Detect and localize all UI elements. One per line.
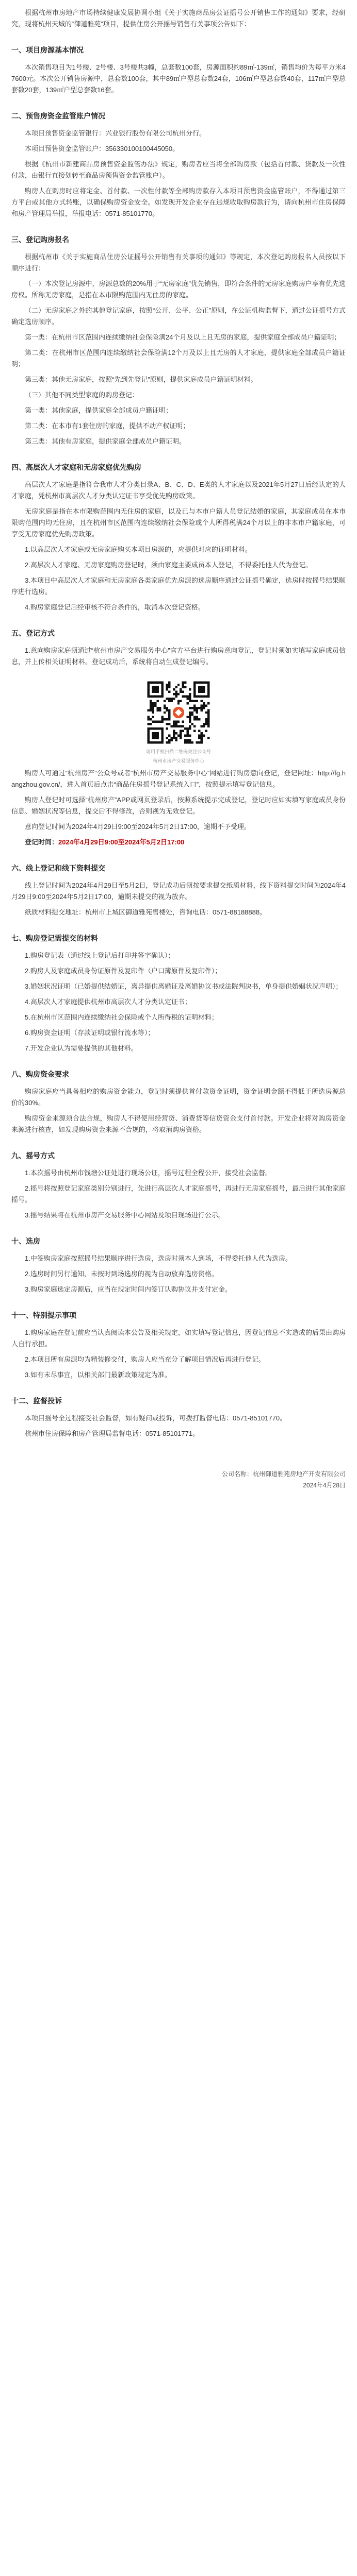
section-paragraph: 3.摇号结果将在杭州市房产交易服务中心网站及项目现场进行公示。 — [25, 1211, 225, 1219]
section-paragraph: 线上登记时间为2024年4月29日至5月2日，登记成功后须按要求提交纸质材料，线下资料提交时间为2024年4月29日9:00至2024年5月2日17:00，逾期未提交的视为放弃。 — [11, 882, 346, 901]
after-qr-paragraph: 意向登记时间为2024年4月29日9:00至2024年5月2日17:00，逾期不予受理。 — [25, 823, 251, 831]
section-title: 四、高层次人才家庭和无房家庭优先购房 — [11, 463, 141, 471]
qr-caption-org: 杭州市房产交易服务中心 — [153, 758, 204, 764]
footer-company: 公司名称：杭州御道雅苑房地产开发有限公司 — [221, 1470, 346, 1478]
section-paragraph: 购房资金来源须合法合规，购房人不得使用经营贷、消费贷等信贷资金支付首付款。开发企业将对购房资金来源进行核查，如发现购房资金来源不合规的，将取消购房资格。 — [11, 1114, 346, 1133]
intro-paragraph: 根据杭州市房地产市场持续健康发展协调小组《关于实施商品房公证摇号公开销售工作的通知》要求，经研究，现将杭州天城的“御道雅苑”项目，提供住房公开摇号销售有关事项公告如下： — [11, 9, 346, 28]
section-title: 十、选房 — [11, 1237, 40, 1245]
section-paragraph: 高层次人才家庭是指符合我市人才分类目录A、B、C、D、E类的人才家庭以及2021年5月27日后经认定的人才家庭，凭杭州市高层次人才分类认定证书享受优先购房政策。 — [11, 481, 346, 500]
section-title: 三、登记购房报名 — [11, 235, 69, 244]
section-title: 二、预售房资金监管账户情况 — [11, 112, 105, 120]
section-paragraph: 本项目摇号全过程接受社会监督，如有疑问或投诉，可拨打监督电话：0571-85101770。 — [25, 1414, 287, 1422]
section-paragraph: 购房家庭应当具备相应的购房资金能力，登记时须提供首付款资金证明，资金证明金额不得低于所选房源总价的30%。 — [11, 1088, 346, 1107]
section-paragraph: 3.本项目中高层次人才家庭和无房家庭各类家庭优先房源的选房顺序通过公证摇号确定，选房时按摇号结果顺序进行选房。 — [11, 577, 346, 596]
section-paragraph: 第二类：在本市有1套住房的家庭，提供不动产权证明； — [25, 422, 190, 430]
section-title: 五、登记方式 — [11, 629, 55, 637]
section-title: 十一、特别提示事项 — [11, 1311, 76, 1319]
section-paragraph: 第三类：其他有房家庭，提供家庭全部成员户籍证明。 — [25, 437, 186, 445]
section-paragraph: 杭州市住房保障和房产管理局监督电话：0571-85101771。 — [25, 1430, 200, 1437]
section-paragraph: 纸质材料提交地址：杭州市上城区御道雅苑售楼处，咨询电话：0571-88188888。 — [25, 908, 267, 916]
section-paragraph: 2.选房时间另行通知，未按时到场选房的视为自动放弃选房资格。 — [25, 1270, 218, 1278]
qr-code-icon[interactable] — [145, 679, 212, 746]
section-paragraph: 本项目预售资金监管银行：兴业银行股份有限公司杭州分行。 — [25, 129, 206, 137]
section-paragraph: 1.购房家庭在登记前应当认真阅读本公告及相关规定，如实填写登记信息，因登记信息不实造成的后果由购房人自行承担。 — [11, 1329, 346, 1348]
section-paragraph: 3.婚姻状况证明（已婚提供结婚证，离异提供离婚证及离婚协议书或法院判决书，单身提供婚姻状况声明）； — [25, 982, 343, 990]
sections-group-2 — [11, 862, 346, 1439]
section-paragraph: 5.在杭州市区范围内连续缴纳社会保险或个人所得税的证明材料； — [25, 1013, 218, 1021]
section-paragraph: 第一类：在杭州市区范围内连续缴纳社会保险满24个月及以上且无房的家庭，提供家庭全部成员户籍证明； — [25, 333, 341, 341]
section-paragraph: 3.购房家庭选定房源后，应当在规定时间内签订认购协议并支付定金。 — [25, 1285, 232, 1293]
section-paragraph: 4.高层次人才家庭提供杭州市高层次人才分类认定证书； — [25, 998, 191, 1006]
after-qr-paragraphs — [11, 768, 346, 833]
registration-time-label: 登记时间： — [25, 838, 59, 846]
section-paragraph: 4.购房家庭登记后经审核不符合条件的，取消本次登记资格。 — [25, 603, 205, 611]
section-paragraph: （三）其他不同类型家庭的购房登记： — [25, 391, 139, 399]
section-paragraph: 3.如有未尽事宜，以相关部门最新政策规定为准。 — [25, 1371, 171, 1379]
section-paragraph: （二）无房家庭之外的其他登记家庭，按照“公开、公平、公正”原则，在公证机构监督下，通过公证摇号方式确定选房顺序。 — [11, 307, 346, 326]
section-paragraph: 1.意向购房家庭须通过“杭州市房产交易服务中心”官方平台进行购房意向登记，登记时须如实填写家庭成员信息，并上传相关证明材料。登记成功后，系统将自动生成登记编号。 — [11, 647, 346, 666]
section-paragraph: 第二类：在杭州市区范围内连续缴纳社会保险满12个月及以上且无房的人才家庭，提供家庭全部成员户籍证明； — [11, 349, 346, 368]
registration-time — [11, 837, 346, 848]
section-paragraph: 根据杭州市《关于实施商品住房公证摇号公开销售有关事项的通知》等规定，本次登记购房报名人员按以下顺序进行： — [11, 253, 346, 272]
section-title: 十二、监督投诉 — [11, 1397, 62, 1405]
footer — [11, 1468, 346, 1491]
section-paragraph: 第一类：其他家庭，提供家庭全部成员户籍证明； — [25, 406, 173, 414]
section-title: 八、购房资金要求 — [11, 1070, 69, 1078]
section-paragraph: 本项目预售资金监管账户：356330100100445050。 — [25, 145, 180, 152]
section-paragraph: 根据《杭州市新建商品房预售资金监管办法》规定，购房者应当将全部购房款（包括首付款、贷款及一次性付款，由银行直接划转至商品房预售资金监管账户）。 — [11, 160, 346, 179]
section-paragraph: 无房家庭是指在本市限购范围内无住房的家庭，以及已与本市户籍人员登记结婚的家庭，其家庭成员在本市限购范围内均无住房，且在杭州市区范围内连续缴纳社会保险或个人所得税满24个月以上的非本市户籍家庭，可享受无房家庭优先购房政策。 — [11, 507, 346, 538]
section-paragraph: 2.高层次人才家庭、无房家庭购房登记时，须由家庭主要成员本人登记，不得委托他人代为登记。 — [25, 561, 312, 569]
section-paragraph: 2.摇号将按照登记家庭类别分别进行，先进行高层次人才家庭摇号，再进行无房家庭摇号，最后进行其他家庭摇号。 — [11, 1184, 346, 1204]
after-qr-paragraph: 购房人登记时可选择“杭州房产”APP或网页登录后，按照系统提示完成登记，登记时应如实填写家庭成员身份信息、婚姻状况等信息，提交后不得修改，否则视为无效登记。 — [11, 796, 346, 815]
section-paragraph: 6.购房资金证明（存款证明或银行流水等）； — [25, 1029, 155, 1037]
sections-group-1 — [11, 44, 346, 668]
qr-caption: 请用手机扫描二维码关注公众号 — [145, 749, 211, 754]
section-paragraph: 2.本项目所有房源均为精装修交付，购房人应当充分了解项目情况后再进行登记。 — [25, 1355, 265, 1363]
qr-code-block — [142, 679, 215, 765]
section-paragraph: 1.中签购房家庭按照摇号结果顺序进行选房，选房时须本人到场，不得委托他人代为选房。 — [25, 1255, 292, 1262]
section-paragraph: 2.购房人及家庭成员身份证原件及复印件（户口簿原件及复印件）； — [25, 967, 222, 975]
section-paragraph: 本次销售项目为1号楼、2号楼、3号楼共3幢，总套数100套，房源面积约89㎡-139㎡，销售均价为每平方米47600元。本次公开销售房源中，总套数100套，其中89㎡户型总套数24套，106㎡户型总套数40套，117㎡户型总套数20套，139㎡户型总套数16套。 — [11, 63, 346, 94]
section-paragraph: 1.本次摇号由杭州市钱塘公证处进行现场公证，摇号过程全程公开，接受社会监督。 — [25, 1169, 272, 1177]
section-paragraph: 7.开发企业认为需要提供的其他材料。 — [25, 1044, 138, 1052]
section-paragraph: 1.购房登记表（通过线上登记后打印并签字确认）； — [25, 952, 175, 959]
section-title: 一、项目房源基本情况 — [11, 46, 84, 54]
section-title: 九、摇号方式 — [11, 1151, 55, 1160]
registration-time-value: 2024年4月29日9:00至2024年5月2日17:00 — [58, 838, 185, 846]
section-paragraph: 1.以高层次人才家庭或无房家庭购买本项目房源的，应提供对应的证明材料。 — [25, 546, 252, 553]
after-qr-paragraph: 购房人可通过“杭州房产”公众号或者“杭州市房产交易服务中心”网站进行购房意向登记，登记网址：http://fg.hangzhou.gov.cn/，进入首页后点击“商品住房摇号登记系统入口”，按照提示填写登记信息。 — [11, 769, 346, 788]
section-title: 七、购房登记需提交的材料 — [11, 934, 98, 942]
section-paragraph: 第三类：其他无房家庭，按照“先到先登记”原则，提供家庭成员户籍证明材料。 — [25, 376, 257, 383]
section-paragraph: 购房人在购房时应将定金、首付款、一次性付款等全部购房款存入本项目预售资金监管账户，不得通过第三方平台或其他方式转账，以确保购房资金安全。如发现开发企业存在违规收取购房款行为，请向杭州市住房保障和房产管理局举报，举报电话：0571-85101770。 — [11, 187, 346, 217]
section-title: 六、线上登记和线下资料提交 — [11, 864, 105, 872]
section-paragraph: （一）本次登记房源中，房源总数的20%用于“无房家庭”优先销售，即符合条件的无房家庭购房户享有优先选房权。所称无房家庭，是指在本市限购范围内无住房的家庭。 — [11, 280, 346, 299]
footer-date: 2024年4月28日 — [303, 1482, 346, 1489]
